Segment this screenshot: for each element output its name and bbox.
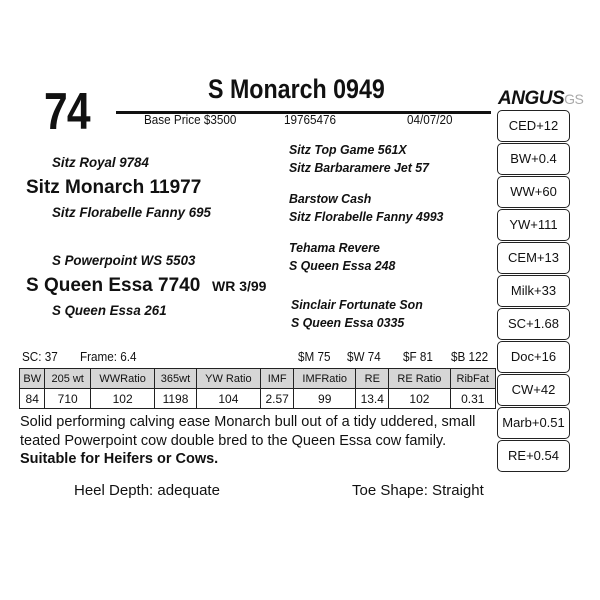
value-re: 13.4 — [356, 389, 389, 409]
dam-note: WR 3/99 — [212, 278, 267, 294]
animal-name: S Monarch 0949 — [208, 74, 385, 104]
epd-milk: Milk+33 — [497, 275, 570, 307]
value-205wt: 710 — [45, 389, 90, 409]
value-yw-ratio: 104 — [196, 389, 261, 409]
epd-bw: BW+0.4 — [497, 143, 570, 175]
epd-cw: CW+42 — [497, 374, 570, 406]
index-w: $W 74 — [347, 349, 381, 364]
lot-number: 74 — [44, 83, 90, 141]
header-ww-ratio: WWRatio — [90, 369, 154, 389]
description-highlight: Suitable for Heifers or Cows. — [20, 451, 219, 467]
angus-logo: ANGUSGS — [498, 88, 584, 109]
dam-dam: S Queen Essa 261 — [52, 302, 167, 318]
header-rib-fat: RibFat — [450, 369, 495, 389]
header-re-ratio: RE Ratio — [389, 369, 450, 389]
value-re-ratio: 102 — [389, 389, 450, 409]
sire-dam: Sitz Florabelle Fanny 695 — [52, 204, 211, 220]
birth-date: 04/07/20 — [407, 112, 453, 127]
dam-dam-dam: S Queen Essa 0335 — [291, 315, 405, 330]
index-f: $F 81 — [403, 349, 433, 364]
epd-ww: WW+60 — [497, 176, 570, 208]
toe-shape: Toe Shape: Straight — [352, 482, 484, 499]
header-365wt: 365wt — [155, 369, 196, 389]
epd-ced: CED+12 — [497, 110, 570, 142]
index-b: $B 122 — [451, 349, 489, 364]
registration-number: 19765476 — [284, 112, 337, 127]
header-imf-ratio: IMFRatio — [294, 369, 356, 389]
performance-header-row — [20, 369, 496, 389]
dam: S Queen Essa 7740 — [26, 275, 201, 296]
dam-dam-sire: Sinclair Fortunate Son — [291, 297, 423, 312]
value-bw: 84 — [20, 389, 45, 409]
dam-sire-dam: S Queen Essa 248 — [289, 258, 396, 273]
epd-sc: SC+1.68 — [497, 308, 570, 340]
header-imf: IMF — [261, 369, 294, 389]
epd-marb: Marb+0.51 — [497, 407, 570, 439]
epd-cem: CEM+13 — [497, 242, 570, 274]
value-rib-fat: 0.31 — [450, 389, 495, 409]
performance-value-row — [20, 389, 496, 409]
value-365wt: 1198 — [155, 389, 196, 409]
epd-column — [497, 110, 570, 473]
index-m: $M 75 — [298, 349, 331, 364]
value-ww-ratio: 102 — [90, 389, 154, 409]
dam-sire: S Powerpoint WS 5503 — [52, 252, 196, 268]
dam-sire-sire: Tehama Revere — [289, 240, 380, 255]
epd-re: RE+0.54 — [497, 440, 570, 472]
value-imf-ratio: 99 — [294, 389, 356, 409]
sire-sire-dam: Sitz Barbaramere Jet 57 — [289, 160, 430, 175]
header-yw-ratio: YW Ratio — [196, 369, 261, 389]
epd-yw: YW+111 — [497, 209, 570, 241]
performance-table — [19, 368, 496, 409]
description: Solid performing calving ease Monarch bull out of a tidy uddered, small teated Powerpoint cow double bred to the Queen Essa cow family. Suitable for Heifers or Cows. — [20, 414, 476, 467]
header-205wt: 205 wt — [45, 369, 90, 389]
epd-doc: Doc+16 — [497, 341, 570, 373]
sire: Sitz Monarch 11977 — [26, 177, 202, 198]
sire-sire-sire: Sitz Top Game 561X — [289, 142, 407, 157]
scrotal-circumference: SC: 37 — [22, 349, 58, 364]
frame-score: Frame: 6.4 — [80, 349, 137, 364]
header-re: RE — [356, 369, 389, 389]
value-imf: 2.57 — [261, 389, 294, 409]
heel-depth: Heel Depth: adequate — [74, 482, 220, 499]
sire-dam-dam: Sitz Florabelle Fanny 4993 — [289, 209, 444, 224]
header-bw: BW — [20, 369, 45, 389]
sire-dam-sire: Barstow Cash — [289, 191, 372, 206]
base-price: Base Price $3500 — [144, 112, 237, 127]
sire-sire: Sitz Royal 9784 — [52, 154, 149, 170]
